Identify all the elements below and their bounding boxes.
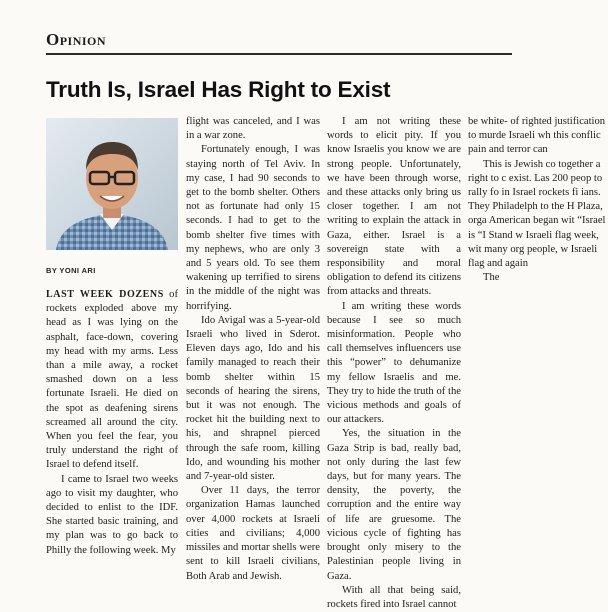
article-paragraph: The [483,272,500,284]
article-paragraph: Yes, the situation in the Gaza Strip is bad, really bad, not only during the last few days, but for many years. The density, the poverty, the corruption and the entire way of life are gruesome. The vicious cycle of fighting has brought only misery to the Palestinian people living in Gaza. [327,428,461,582]
section-divider [46,53,512,55]
article-paragraph: Fortunately enough, I was staying north of Tel Aviv. In my case, I had 90 seconds to get to the bomb shelter. Others not as fortunate had only 15 seconds. I had to get to the bomb shelter five times with my nephews, who are only 3 and 5 years old. To see them wakening up terrified to sirens in the middle of the night was horrifying. [186,144,320,312]
article-column-2 [186,115,320,584]
lead-in: LAST WEEK DOZENS [46,289,164,300]
article-paragraph: I am not writing these words to elicit pity. If you know Israelis you know we are strong people. Unfortunately, we have been through worse, and these attacks only bring us closer together. I am not writing to explain the attack in Gaza, either. Israel is a sovereign state with a responsibility and moral obligation to defend its citizens from attacks and threats. [327,116,461,298]
article-column-3 [327,115,461,612]
paragraph-text: of rockets exploded above my head as I was lying on the asphalt, face-down, covering my head with my arms. Less than a mile away, a rocket smashed down on a less fortunate Israeli. He died on the spot as deafening sirens screamed all around the city. When you feel the fear, you truly understand the right of Israel to defend itself. [46,289,178,471]
article-paragraph: I am writing these words because I see so much misinformation. People who call themselves influencers use this “power” to dehumanize my fellow Israelis and me. They try to hide the truth of the vicious methods and goals of our attackers. [327,300,461,426]
author-portrait-image [46,118,178,250]
article-paragraph: With all that being said, rockets fired into Israel cannot [327,584,461,610]
article-paragraph: Ido Avigal was a 5-year-old Israeli who lived in Sderot. Eleven days ago, Ido and his family managed to reach their bomb shelter within 15 seconds of hearing the sirens, but it was not enough. The rocket hit the building next to his, and shrapnel pierced through the safe room, killing Ido, and wounding his mother and 7-year-old sister. [186,314,320,483]
section-label: Opinion [46,30,107,49]
article-paragraph: be white- of righted justification to murde Israeli wh this conflic pain and terror can [468,116,606,156]
article-paragraph: flight was canceled, and I was in a war zone. [186,116,320,142]
article-paragraph [46,288,178,473]
author-photo [46,118,178,250]
article-paragraph: This is Jewish co together a right to c exist. Las 200 peop to rally fo in Israel rockets fi ians. They Philadelph to the H Plaza, orga American began wit “Israel is “I Stand w Israeli flag week, wit many org people, w Israeli flag and again [468,158,606,270]
article-column-1 [46,288,178,558]
article-paragraph: Over 11 days, the terror organization Hamas launched over 4,000 rockets at Israeli cities and civilians; 4,000 missiles and mortar shells were sent to kill Israeli civilians, Both Arab and Jewish. [186,485,320,582]
byline: BY YONI ARI [46,266,96,275]
article-column-4 [468,115,608,285]
article-paragraph: I came to Israel two weeks ago to visit my daughter, who decided to enlist to the IDF. She started basic training, and my plan was to go back to Philly the following week. My [46,473,178,556]
headline: Truth Is, Israel Has Right to Exist [46,77,391,102]
